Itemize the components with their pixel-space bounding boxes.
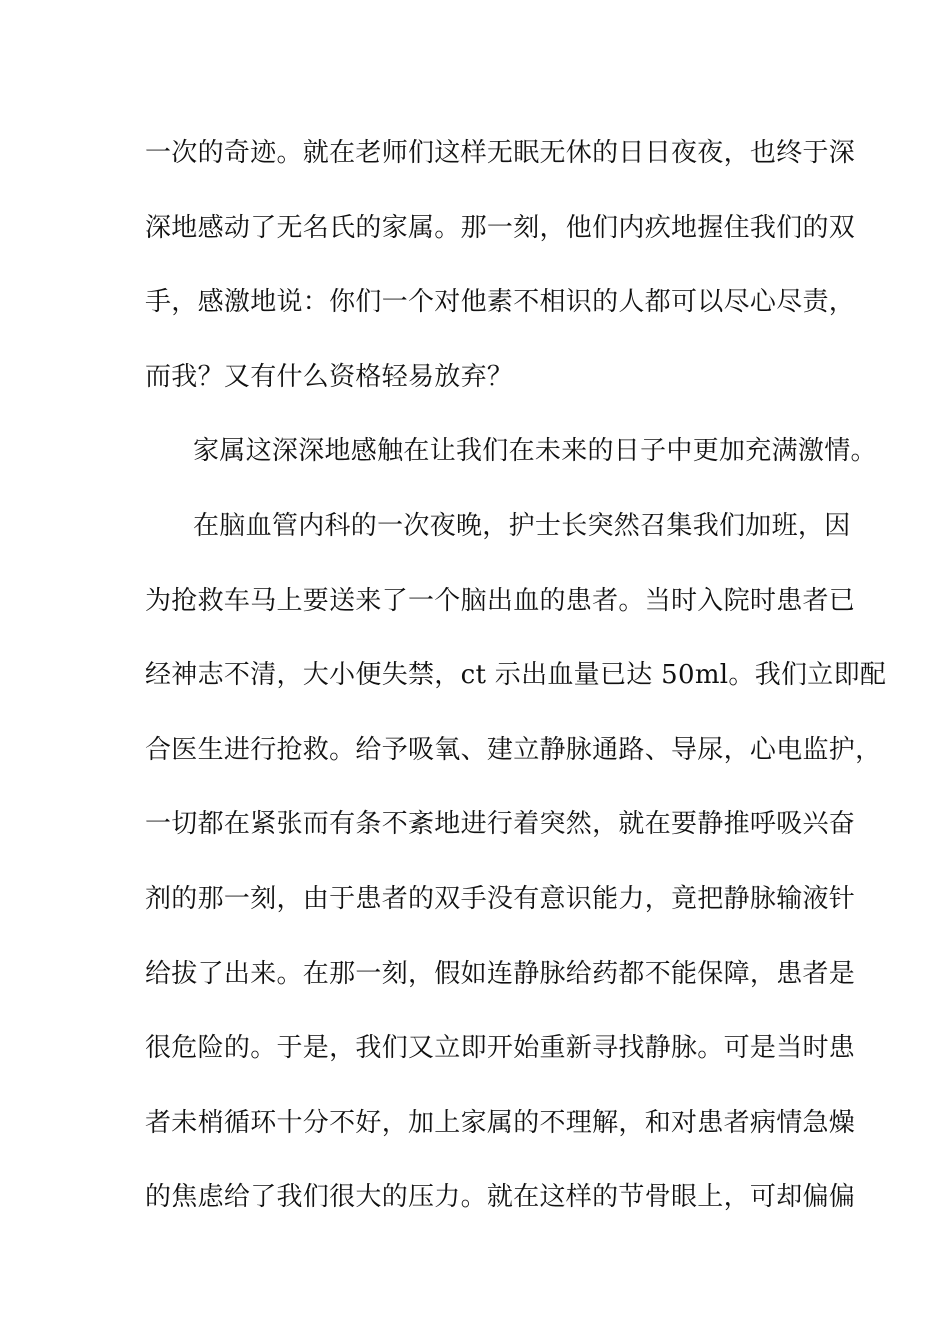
text-line: 合医生进行抢救。给予吸氧、建立静脉通路、导尿，心电监护， [145, 734, 882, 765]
text-line: 一次的奇迹。就在老师们这样无眠无休的日日夜夜，也终于深 [145, 138, 856, 168]
text-line: 剂的那一刻，由于患者的双手没有意识能力，竟把静脉输液针 [145, 883, 856, 914]
paragraph-first-line: 在脑血管内科的一次夜晚，护士长突然召集我们加班，因 [193, 510, 851, 541]
text-line: 很危险的。于是，我们又立即开始重新寻找静脉。可是当时患 [145, 1033, 856, 1064]
text-line: 给拔了出来。在那一刻，假如连静脉给药都不能保障，患者是 [145, 958, 856, 989]
text-line: 的焦虑给了我们很大的压力。就在这样的节骨眼上，可却偏偏 [145, 1182, 856, 1213]
text-line: 者未梢循环十分不好，加上家属的不理解，和对患者病情急燥 [145, 1107, 856, 1138]
text-line: 为抢救车马上要送来了一个脑出血的患者。当时入院时患者已 [145, 585, 856, 616]
text-line: 深地感动了无名氏的家属。那一刻，他们内疚地握住我们的双 [145, 212, 856, 243]
paragraph-first-line: 家属这深深地感触在让我们在未来的日子中更加充满激情。 [193, 436, 877, 467]
text-line: 手，感激地说：你们一个对他素不相识的人都可以尽心尽责， [145, 287, 856, 318]
text-line: 而我？又有什么资格轻易放弃？ [145, 361, 514, 392]
text-line: 一切都在紧张而有条不紊地进行着突然，就在要静推呼吸兴奋 [145, 809, 856, 840]
body-text [145, 127, 887, 1246]
text-line: 经神志不清，大小便失禁，ct 示出血量已达 50ml。我们立即配 [145, 660, 887, 691]
